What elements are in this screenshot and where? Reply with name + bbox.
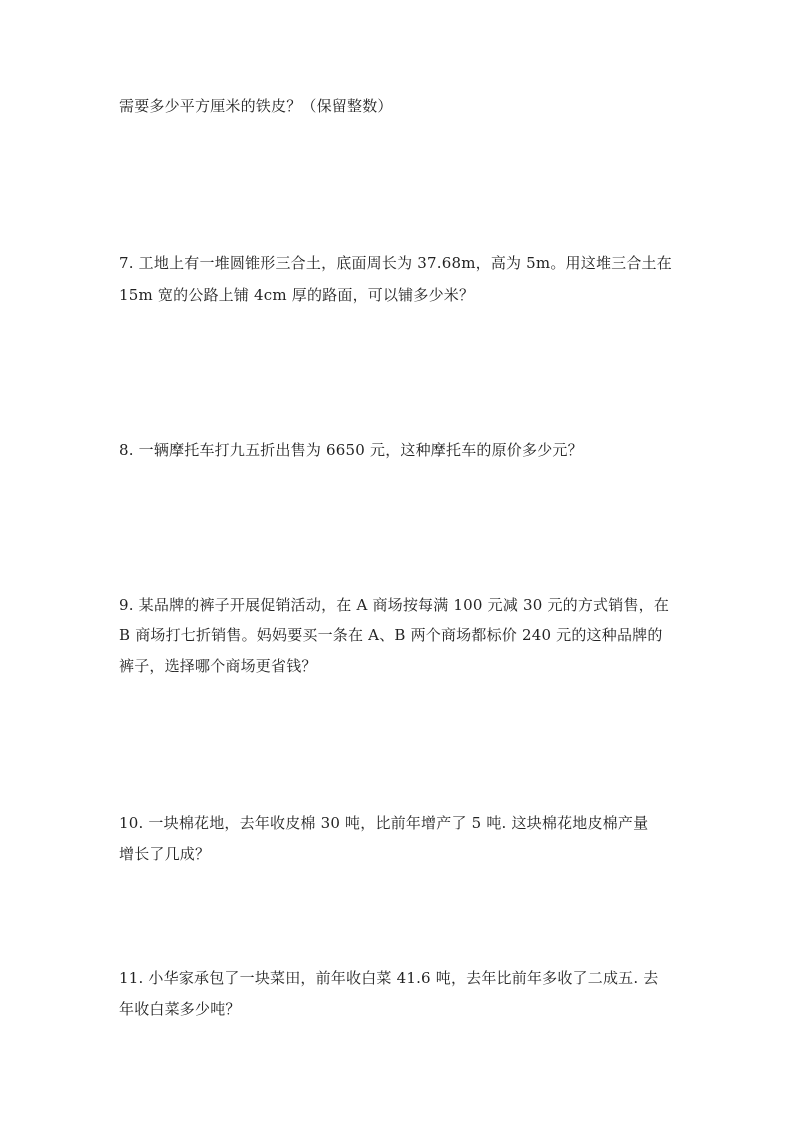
question-6-continuation: 需要多少平方厘米的铁皮？（保留整数）	[119, 97, 393, 115]
question-11-line-2: 年收白菜多少吨？	[119, 1000, 241, 1018]
question-9-line-2: B 商场打七折销售。妈妈要买一条在 A、B 两个商场都标价 240 元的这种品牌的	[119, 626, 663, 644]
question-8-line-1: 8. 一辆摩托车打九五折出售为 6650 元，这种摩托车的原价多少元？	[119, 441, 583, 459]
question-7-line-2: 15m 宽的公路上铺 4cm 厚的路面，可以铺多少米？	[119, 286, 475, 304]
question-9-line-1: 9. 某品牌的裤子开展促销活动，在 A 商场按每满 100 元减 30 元的方式销售，在	[119, 596, 670, 614]
question-10-line-1: 10. 一块棉花地，去年收皮棉 30 吨，比前年增产了 5 吨. 这块棉花地皮棉产量	[119, 814, 649, 832]
question-10-line-2: 增长了几成？	[119, 845, 211, 863]
question-9-line-3: 裤子，选择哪个商场更省钱？	[119, 657, 317, 675]
question-7-line-1: 7. 工地上有一堆圆锥形三合土，底面周长为 37.68m，高为 5m。用这堆三合土在	[119, 254, 672, 272]
question-11-line-1: 11. 小华家承包了一块菜田，前年收白菜 41.6 吨，去年比前年多收了二成五. 去	[119, 969, 659, 987]
